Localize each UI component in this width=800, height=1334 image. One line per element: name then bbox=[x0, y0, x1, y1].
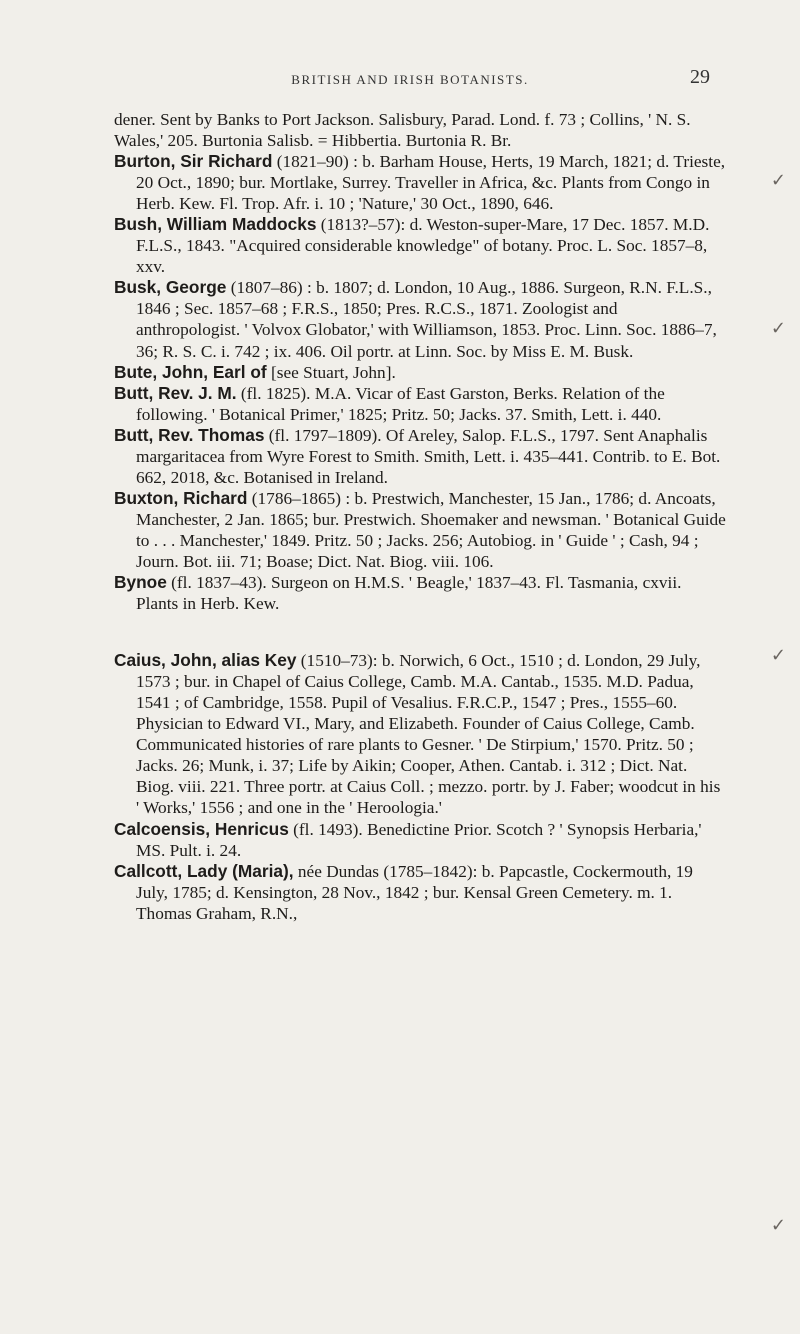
section-gap bbox=[114, 614, 726, 650]
margin-check-mark: ✓ bbox=[770, 318, 786, 339]
entry-body: (1786–1865) : b. Prestwich, Manchester, 15 Jan., 1786; d. Ancoats, Manchester, 2 Jan. 1865; bur. Prestwich. Shoemaker and newsman. ' Botanical Guide to . . . Manchester,' 1849. Pritz. 50 ; Jacks. 256; Autobiog. in ' Guide ' ; Cash, 94 ; Journ. Bot. iii. 71; Boase; Dict. Nat. Biog. viii. 106. bbox=[136, 488, 726, 571]
entry-body: (1807–86) : b. 1807; d. London, 10 Aug., 1886. Surgeon, R.N. F.L.S., 1846 ; Sec. 1857–68 ; F.R.S., 1850; Pres. R.C.S., 1871. Zoologist and anthropologist. ' Volvox Globator,' with Williamson, 1853. Proc. Linn. Soc. 1886–7, 36; R. S. C. i. 742 ; ix. 406. Oil portr. at Linn. Soc. by Miss E. M. Busk. bbox=[136, 278, 717, 361]
entry-calcoensis bbox=[114, 819, 726, 861]
text-block bbox=[114, 109, 726, 924]
entry-name: Burton, Sir Richard bbox=[114, 151, 273, 172]
entry-name: Buxton, Richard bbox=[114, 487, 248, 508]
entry-body: (fl. 1825). M.A. Vicar of East Garston, Berks. Relation of the following. ' Botanical Primer,' 1825; Pritz. 50; Jacks. 37. Smith, Lett. i. 440. bbox=[136, 383, 665, 424]
entry-buxton bbox=[114, 488, 726, 572]
entry-bynoe bbox=[114, 572, 726, 614]
entry-callcott bbox=[114, 861, 726, 924]
entry-busk bbox=[114, 277, 726, 361]
entry-bush bbox=[114, 214, 726, 277]
margin-check-mark: ✓ bbox=[770, 170, 786, 191]
entry-name: Bute, John, Earl of bbox=[114, 361, 267, 382]
entry-dener bbox=[114, 109, 726, 151]
entry-name: Caius, John, alias Key bbox=[114, 650, 297, 671]
entry-caius bbox=[114, 650, 726, 818]
entry-name: Butt, Rev. J. M. bbox=[114, 382, 237, 403]
margin-check-mark: ✓ bbox=[770, 1215, 786, 1236]
entry-name: Calcoensis, Henricus bbox=[114, 818, 289, 839]
entry-bute bbox=[114, 362, 726, 383]
page-number: 29 bbox=[690, 66, 710, 88]
running-head: BRITISH AND IRISH BOTANISTS. bbox=[291, 72, 529, 87]
entry-name: Butt, Rev. Thomas bbox=[114, 424, 265, 445]
entry-name: Busk, George bbox=[114, 277, 227, 298]
entry-name: Bush, William Maddocks bbox=[114, 214, 317, 235]
entry-body: dener. Sent by Banks to Port Jackson. Salisbury, Parad. Lond. f. 73 ; Collins, ' N. S. Wales,' 205. Burtonia Salisb. = Hibbertia. Burtonia R. Br. bbox=[114, 110, 691, 151]
entry-body: (fl. 1797–1809). Of Areley, Salop. F.L.S., 1797. Sent Anaphalis margaritacea from Wyre Forest to Smith. Smith, Lett. i. 435–441. Contrib. to E. Bot. 662, 2018, &c. Botanised in Ireland. bbox=[136, 425, 721, 487]
entry-body: (fl. 1837–43). Surgeon on H.M.S. ' Beagle,' 1837–43. Fl. Tasmania, cxvii. Plants in Herb. Kew. bbox=[136, 573, 682, 614]
entry-body: (1821–90) : b. Barham House, Herts, 19 March, 1821; d. Trieste, 20 Oct., 1890; bur. Mortlake, Surrey. Traveller in Africa, &c. Plants from Congo in Herb. Kew. Fl. Trop. Afr. i. 10 ; 'Nature,' 30 Oct., 1890, 646. bbox=[136, 152, 726, 214]
entry-body: [see Stuart, John]. bbox=[266, 362, 396, 382]
entry-body: (1813?–57): d. Weston-super-Mare, 17 Dec. 1857. M.D. F.L.S., 1843. "Acquired considerable knowledge" of botany. Proc. L. Soc. 1857–8, xxv. bbox=[136, 215, 710, 277]
margin-check-mark: ✓ bbox=[770, 645, 786, 666]
entry-butt-j bbox=[114, 383, 726, 425]
entry-name: Callcott, Lady (Maria), bbox=[114, 860, 294, 881]
entry-body: (fl. 1493). Benedictine Prior. Scotch ? ' Synopsis Herbaria,' MS. Pult. i. 24. bbox=[136, 819, 702, 860]
entry-body: (1510–73): b. Norwich, 6 Oct., 1510 ; d. London, 29 July, 1573 ; bur. in Chapel of Caius College, Camb. M.A. Cantab., 1535. M.D. Padua, 1541 ; of Cambridge, 1558. Pupil of Vesalius. F.R.C.P., 1547 ; Pres., 1555–60. Physician to Edward VI., Mary, and Elizabeth. Founder of Caius College, Camb. Communicated histories of rare plants to Gesner. ' De Stirpium,' 1570. Pritz. 50 ; Jacks. 26; Munk, i. 37; Life by Aikin; Cooper, Athen. Cantab. i. 312 ; Dict. Nat. Biog. viii. 221. Three portr. at Caius Coll. ; mezzo. portr. by J. Faber; woodcut in his ' Works,' 1556 ; and one in the ' Heroologia.' bbox=[136, 651, 721, 818]
entry-burton bbox=[114, 151, 726, 214]
entry-butt-t bbox=[114, 425, 726, 488]
entry-body: née Dundas (1785–1842): b. Papcastle, Cockermouth, 19 July, 1785; d. Kensington, 28 Nov., 1842 ; bur. Kensal Green Cemetery. m. 1. Thomas Graham, R.N., bbox=[136, 861, 693, 923]
entry-name: Bynoe bbox=[114, 572, 167, 593]
